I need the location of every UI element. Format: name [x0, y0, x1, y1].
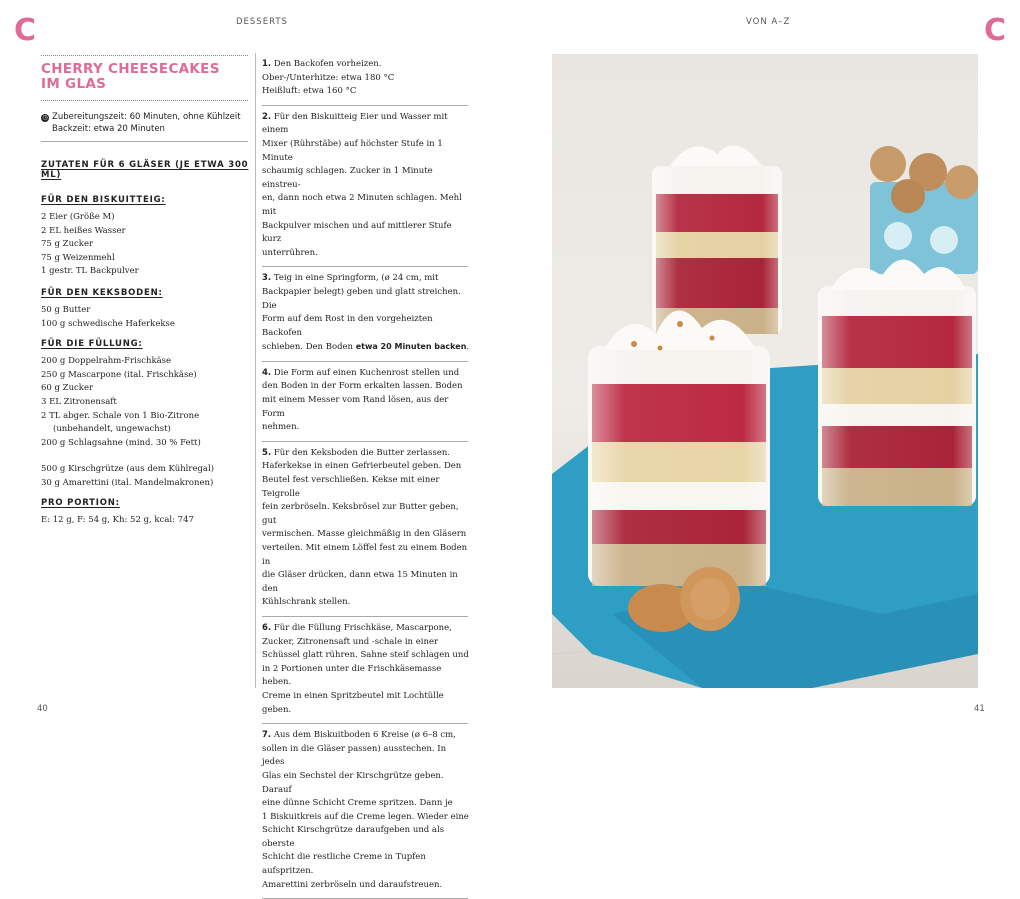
step-rule [262, 441, 468, 442]
running-head-left: DESSERTS [236, 17, 288, 27]
ingredient-list: 200 g Doppelrahm-Frischkäse 250 g Mascarpone (ital. Frischkäse) 60 g Zucker 3 EL Zitronensaft 2 TL abger. Schale von 1 Bio-Zitrone (unbehandelt, ungewachst) 200 g Schlagsahne (mind. 30 % Fett) 500 g Kirschgrütze (aus dem Kühlregal) 30 g Amarettini (ital. Mandelmakronen) [41, 356, 215, 488]
column-divider [255, 53, 256, 688]
page-number-left: 40 [37, 704, 48, 714]
prep-info: ◷ Zubereitungszeit: 60 Minuten, ohne Kühlzeit Backzeit: etwa 20 Minuten [42, 112, 241, 134]
step-rule [262, 361, 468, 362]
section-heading: FÜR DIE FÜLLUNG: [41, 339, 143, 350]
step-rule [262, 723, 468, 724]
step-1: 1. Den Backofen vorheizen. Ober-/Unterhitze: etwa 180 °C Heißluft: etwa 160 °C [262, 59, 395, 97]
section-heading: FÜR DEN BISKUITTEIG: [41, 195, 166, 205]
step-2: 2. Für den Biskuitteig Eier und Wasser mit einem Mixer (Rührstäbe) auf höchster Stufe in 1 Minute schaumig schlagen. Zucker in 1 Minute einstreu- en, dann noch etwa 2 Minuten schlagen. Mehl mit Backpulver mischen und auf mittlerer Stufe kurz unterrühren. [262, 111, 462, 258]
running-head-right: VON A–Z [746, 17, 791, 27]
step-rule [262, 266, 468, 267]
page-number-right: 41 [974, 704, 985, 714]
section-heading: FÜR DEN KEKSBODEN: [41, 287, 163, 298]
step-6: 6. Für die Füllung Frischkäse, Mascarpone, Zucker, Zitronensaft und -schale in einer Schüssel glatt rühren. Sahne steif schlagen und in 2 Portionen unter die Frischkäsemasse heben. Creme in einen Spritzbeutel mit Lochtülle geben. [262, 622, 469, 715]
ingredient-list: 50 g Butter 100 g schwedische Haferkekse [41, 304, 175, 329]
recipe-title: CHERRY CHEESECAKES IM GLAS [41, 61, 220, 92]
step-4: 4. Die Form auf einen Kuchenrost stellen und den Boden in der Form erkalten lassen. Boden mit einem Messer vom Rand lösen, aus der Form nehmen. [262, 367, 463, 433]
ingredient-list: 2 Eier (Größe M) 2 EL heißes Wasser 75 g Zucker 75 g Weizenmehl 1 gestr. TL Backpulver [41, 212, 139, 277]
ingredients-heading: ZUTATEN FÜR 6 GLÄSER (JE ETWA 300 ML) [41, 160, 249, 180]
chapter-letter-left: C [14, 13, 37, 48]
instructions [262, 58, 470, 899]
clock-icon: ◷ [42, 114, 48, 121]
title-rule-bottom [41, 100, 248, 101]
title-rule-top [41, 55, 248, 56]
step-rule [262, 105, 468, 106]
chapter-letter-right: C [984, 13, 1007, 48]
prep-rule [41, 141, 248, 142]
section-heading: PRO PORTION: [41, 497, 120, 508]
step-7: 7. Aus dem Biskuitboden 6 Kreise (ø 6–8 cm, sollen in die Gläser passen) ausstechen. In jedes Glas ein Sechstel der Kirschgrütze geben. Darauf eine dünne Schicht Creme spritzen. Dann je 1 Biskuitkreis auf die Creme legen. Wieder eine Schicht Kirschgrütze daraufgeben und als oberste Schicht die restliche Creme in Tupfen aufspritzen. Amarettini zerbröseln und daraufstreuen. [262, 730, 469, 890]
step-rule [262, 616, 468, 617]
ingredients [41, 160, 253, 527]
step-5: 5. Für den Keksboden die Butter zerlassen. Haferkekse in einen Gefrierbeutel geben. Den Beutel fest verschließen. Kekse mit einer Teigrolle fein zerbröseln. Keksbrösel zur Butter geben, gut vermischen. Masse gleichmäßig in den Gläsern verteilen. Mit einem Löffel fest zu einem Boden in die Gläser drücken, dann etwa 15 Minuten in den Kühlschrank stellen. [262, 447, 468, 608]
step-3: 3. Teig in eine Springform, (ø 24 cm, mit Backpapier belegt) geben und glatt streichen. Die Form auf dem Rost in den vorgeheizten Backofen schieben. Den Boden etwa 20 Minuten backen. [262, 273, 470, 353]
recipe-photo [552, 54, 978, 688]
nutrition-info: E: 12 g, F: 54 g, Kh: 52 g, kcal: 747 [41, 514, 194, 525]
